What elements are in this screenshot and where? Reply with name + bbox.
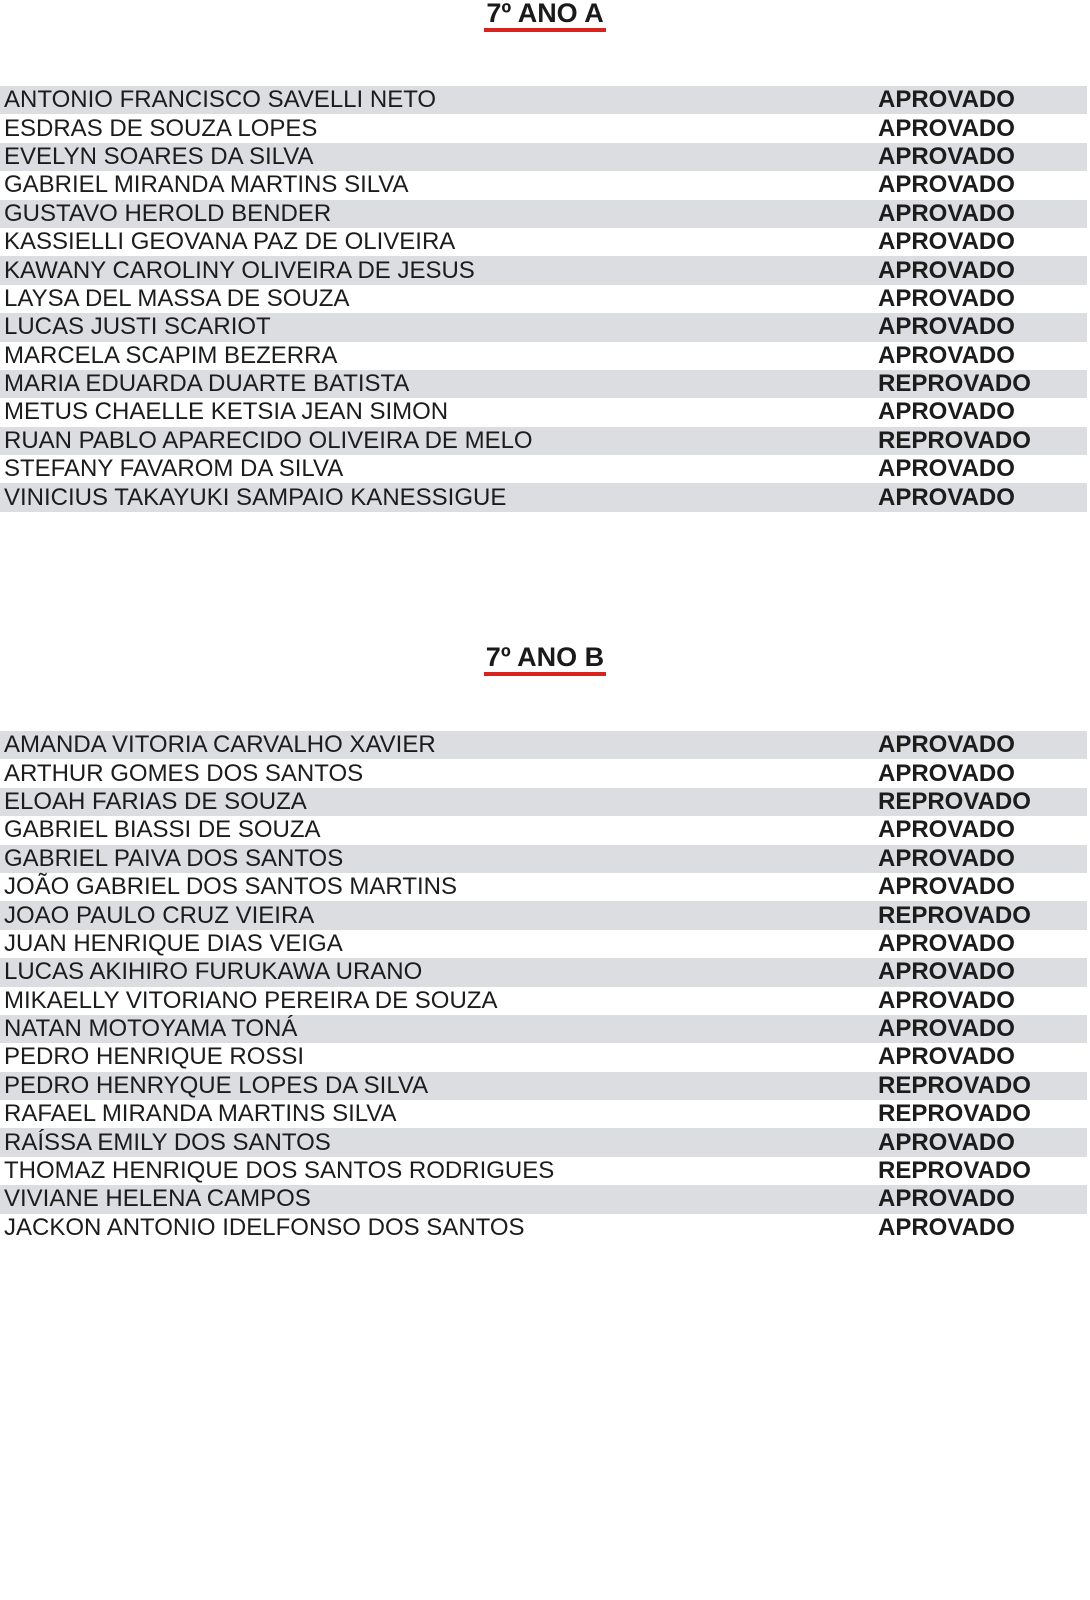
student-name: ESDRAS DE SOUZA LOPES	[4, 114, 318, 142]
student-name: JUAN HENRIQUE DIAS VEIGA	[4, 929, 343, 957]
student-status: APROVADO	[878, 1213, 1015, 1241]
table-row	[0, 370, 1087, 398]
table-row	[0, 873, 1087, 901]
student-name: STEFANY FAVAROM DA SILVA	[4, 455, 344, 483]
section-heading-7-ano-b	[0, 642, 1090, 676]
student-name: JOAO PAULO CRUZ VIEIRA	[4, 901, 315, 929]
table-row	[0, 1157, 1087, 1185]
student-status: APROVADO	[878, 256, 1015, 284]
student-name: VIVIANE HELENA CAMPOS	[4, 1185, 311, 1213]
student-status: REPROVADO	[878, 426, 1031, 454]
student-name: ANTONIO FRANCISCO SAVELLI NETO	[4, 86, 437, 114]
table-row	[0, 86, 1087, 114]
student-name: AMANDA VITORIA CARVALHO XAVIER	[4, 731, 436, 759]
student-status: APROVADO	[878, 86, 1015, 114]
student-list-7-ano-b	[0, 731, 1087, 1242]
student-name: VINICIUS TAKAYUKI SAMPAIO KANESSIGUE	[4, 483, 507, 511]
student-status: REPROVADO	[878, 901, 1031, 929]
student-status: APROVADO	[878, 986, 1015, 1014]
student-name: MARIA EDUARDA DUARTE BATISTA	[4, 370, 410, 398]
student-status: APROVADO	[878, 929, 1015, 957]
table-row	[0, 1015, 1087, 1043]
student-status: APROVADO	[878, 759, 1015, 787]
table-row	[0, 228, 1087, 256]
section-title: 7º ANO A	[484, 0, 605, 32]
student-name: GABRIEL PAIVA DOS SANTOS	[4, 844, 344, 872]
student-name: ARTHUR GOMES DOS SANTOS	[4, 759, 364, 787]
table-row	[0, 759, 1087, 787]
student-status: APROVADO	[878, 142, 1015, 170]
student-status: REPROVADO	[878, 787, 1031, 815]
student-status: APROVADO	[878, 1128, 1015, 1156]
table-row	[0, 455, 1087, 483]
student-name: NATAN MOTOYAMA TONÁ	[4, 1015, 298, 1043]
student-name: METUS CHAELLE KETSIA JEAN SIMON	[4, 398, 449, 426]
student-status: APROVADO	[878, 171, 1015, 199]
student-status: APROVADO	[878, 816, 1015, 844]
table-row	[0, 816, 1087, 844]
student-status: REPROVADO	[878, 1100, 1031, 1128]
table-row	[0, 1100, 1087, 1128]
table-row	[0, 1128, 1087, 1156]
student-name: THOMAZ HENRIQUE DOS SANTOS RODRIGUES	[4, 1157, 555, 1185]
table-row	[0, 788, 1087, 816]
student-name: RUAN PABLO APARECIDO OLIVEIRA DE MELO	[4, 426, 533, 454]
table-row	[0, 845, 1087, 873]
student-status: APROVADO	[878, 455, 1015, 483]
table-row	[0, 285, 1087, 313]
student-name: LUCAS JUSTI SCARIOT	[4, 313, 271, 341]
table-row	[0, 114, 1087, 142]
table-row	[0, 987, 1087, 1015]
table-row	[0, 731, 1087, 759]
student-name: JACKON ANTONIO IDELFONSO DOS SANTOS	[4, 1213, 525, 1241]
student-status: REPROVADO	[878, 1071, 1031, 1099]
student-name: ELOAH FARIAS DE SOUZA	[4, 787, 307, 815]
table-row	[0, 143, 1087, 171]
table-row	[0, 342, 1087, 370]
table-row	[0, 1214, 1087, 1242]
student-status: APROVADO	[878, 731, 1015, 759]
table-row	[0, 901, 1087, 929]
table-row	[0, 930, 1087, 958]
table-row	[0, 1072, 1087, 1100]
table-row	[0, 200, 1087, 228]
student-name: KAWANY CAROLINY OLIVEIRA DE JESUS	[4, 256, 475, 284]
student-name: GABRIEL MIRANDA MARTINS SILVA	[4, 171, 409, 199]
section-title: 7º ANO B	[484, 642, 606, 676]
table-row	[0, 171, 1087, 199]
table-row	[0, 958, 1087, 986]
student-name: KASSIELLI GEOVANA PAZ DE OLIVEIRA	[4, 228, 456, 256]
student-name: PEDRO HENRIQUE ROSSI	[4, 1043, 305, 1071]
section-heading-7-ano-a	[0, 0, 1090, 32]
student-list-7-ano-a	[0, 86, 1087, 512]
student-status: REPROVADO	[878, 1157, 1031, 1185]
table-row	[0, 1185, 1087, 1213]
student-name: GABRIEL BIASSI DE SOUZA	[4, 816, 321, 844]
table-row	[0, 427, 1087, 455]
student-status: APROVADO	[878, 1015, 1015, 1043]
student-name: RAFAEL MIRANDA MARTINS SILVA	[4, 1100, 397, 1128]
student-status: APROVADO	[878, 114, 1015, 142]
student-name: LUCAS AKIHIRO FURUKAWA URANO	[4, 958, 423, 986]
student-status: APROVADO	[878, 284, 1015, 312]
student-status: APROVADO	[878, 199, 1015, 227]
student-name: MARCELA SCAPIM BEZERRA	[4, 341, 338, 369]
table-row	[0, 256, 1087, 284]
student-status: APROVADO	[878, 398, 1015, 426]
student-name: EVELYN SOARES DA SILVA	[4, 142, 314, 170]
student-name: MIKAELLY VITORIANO PEREIRA DE SOUZA	[4, 986, 498, 1014]
table-row	[0, 313, 1087, 341]
student-status: APROVADO	[878, 313, 1015, 341]
student-status: APROVADO	[878, 1043, 1015, 1071]
table-row	[0, 398, 1087, 426]
student-status: APROVADO	[878, 958, 1015, 986]
student-name: RAÍSSA EMILY DOS SANTOS	[4, 1128, 331, 1156]
student-name: PEDRO HENRYQUE LOPES DA SILVA	[4, 1071, 429, 1099]
student-status: APROVADO	[878, 228, 1015, 256]
student-name: LAYSA DEL MASSA DE SOUZA	[4, 284, 350, 312]
student-status: APROVADO	[878, 483, 1015, 511]
student-status: REPROVADO	[878, 370, 1031, 398]
student-status: APROVADO	[878, 341, 1015, 369]
table-row	[0, 483, 1087, 511]
student-status: APROVADO	[878, 844, 1015, 872]
student-name: GUSTAVO HEROLD BENDER	[4, 199, 332, 227]
student-status: APROVADO	[878, 1185, 1015, 1213]
student-name: JOÃO GABRIEL DOS SANTOS MARTINS	[4, 873, 457, 901]
table-row	[0, 1043, 1087, 1071]
student-status: APROVADO	[878, 873, 1015, 901]
